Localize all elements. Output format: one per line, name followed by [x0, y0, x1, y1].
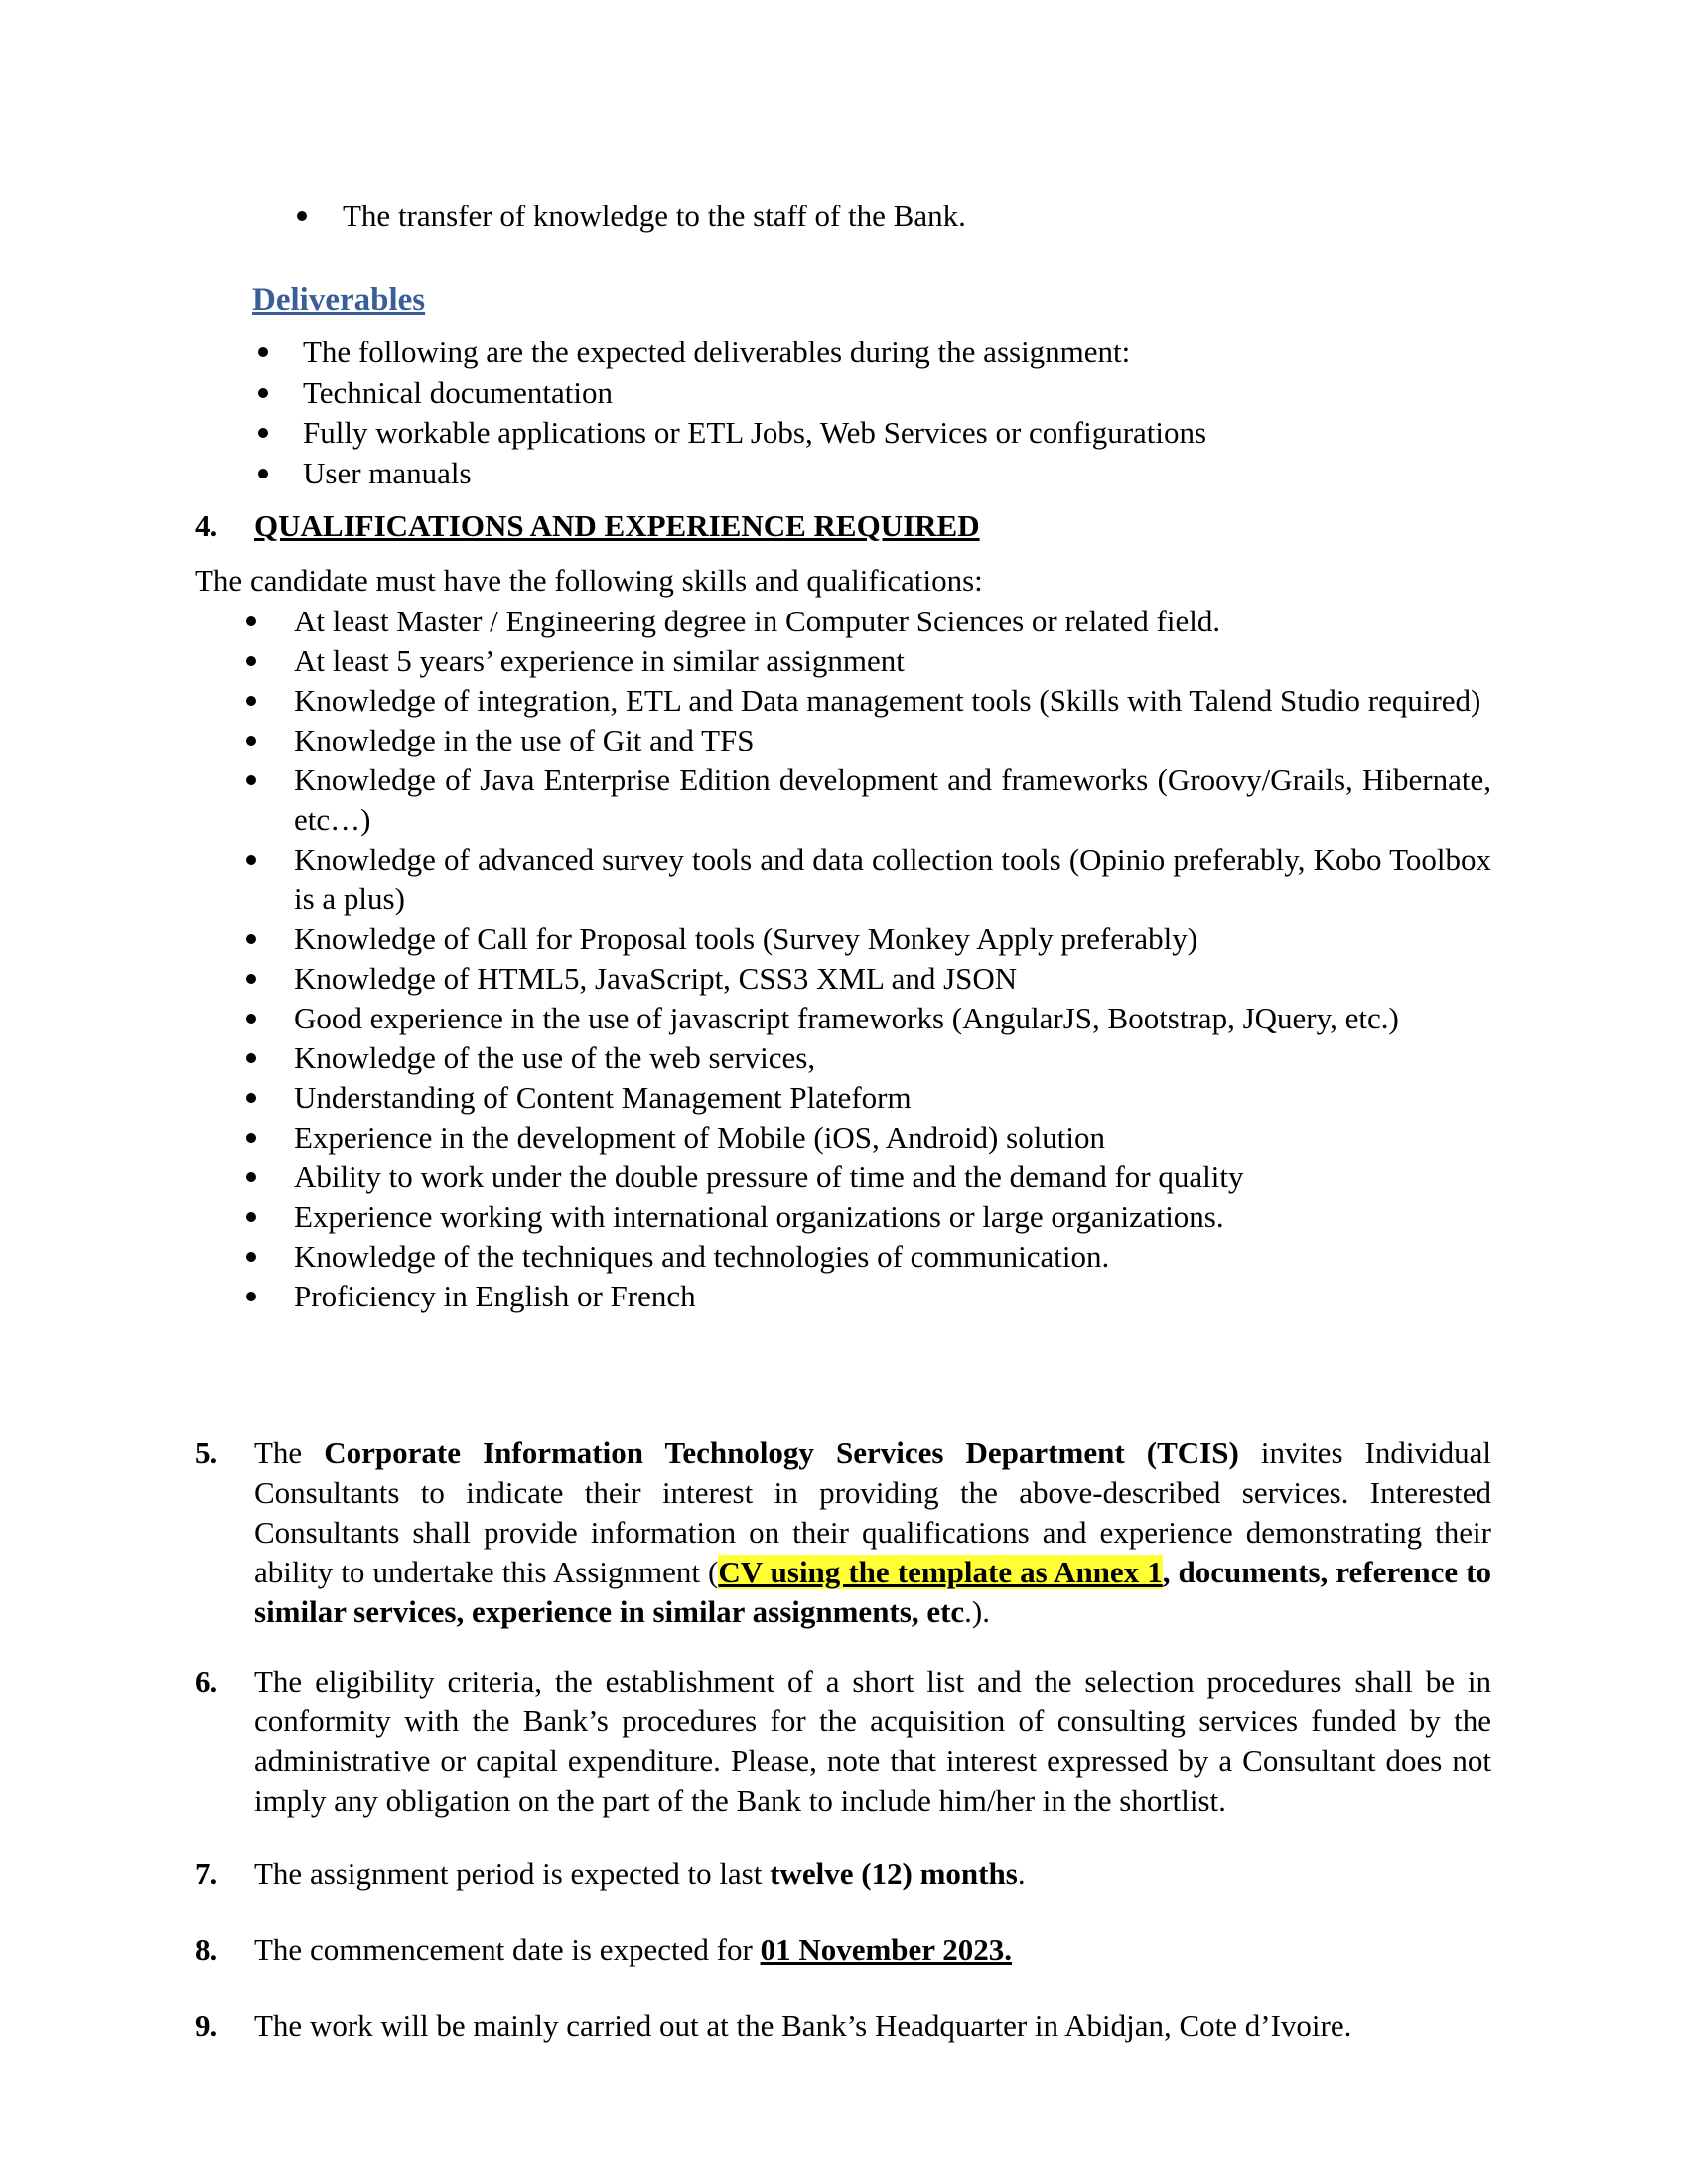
highlighted-text: CV using the template as Annex 1 — [718, 1555, 1163, 1589]
list-item-text: Knowledge of Call for Proposal tools (Survey Monkey Apply preferably) — [294, 921, 1198, 956]
bullet-icon — [246, 1172, 256, 1182]
qualifications-list — [0, 602, 1688, 1316]
list-item-text: Knowledge of integration, ETL and Data management tools (Skills with Talend Studio required) — [294, 683, 1481, 718]
bullet-icon — [258, 428, 268, 438]
list-item — [0, 1197, 1688, 1237]
bullet-icon — [258, 388, 268, 398]
department-name: Corporate Information Technology Services Department — [324, 1435, 1125, 1470]
paragraph-5 — [195, 1433, 1491, 1632]
section-number: 4. — [195, 508, 218, 543]
text-run: .). — [964, 1594, 990, 1629]
paragraph-number: 6. — [195, 1664, 218, 1699]
list-item — [0, 919, 1688, 959]
paragraph-number: 8. — [195, 1932, 218, 1967]
assignment-period: twelve (12) months — [770, 1856, 1018, 1891]
list-item — [0, 721, 1688, 760]
text-run: The commencement date is expected for — [254, 1932, 761, 1967]
list-item-text: Knowledge of HTML5, JavaScript, CSS3 XML and JSON — [294, 961, 1018, 996]
list-item-text: Knowledge of the use of the web services, — [294, 1040, 816, 1075]
commencement-date: 01 November 2023. — [760, 1932, 1012, 1967]
bullet-icon — [246, 1292, 256, 1301]
paragraph-7 — [195, 1854, 1491, 1894]
bullet-icon — [246, 1014, 256, 1024]
list-item-text: Understanding of Content Management Plateform — [294, 1080, 912, 1115]
bullet-icon — [246, 616, 256, 626]
deliverables-heading: Deliverables — [252, 282, 426, 318]
list-item — [0, 641, 1688, 681]
list-item — [0, 1038, 1688, 1078]
text-run: . — [1017, 1856, 1026, 1891]
bold-text: , documents, reference to similar services, experience in similar assignments, etc — [254, 1555, 1491, 1629]
text-run: The — [254, 1435, 325, 1470]
list-item-text: Fully workable applications or ETL Jobs, Web Services or configurations — [303, 415, 1207, 450]
list-item-text: Knowledge in the use of Git and TFS — [294, 723, 755, 757]
list-item-text: Experience in the development of Mobile (iOS, Android) solution — [294, 1120, 1106, 1155]
paragraph-9 — [195, 2006, 1491, 2046]
bullet-icon — [246, 855, 256, 865]
bullet-icon — [246, 934, 256, 944]
list-item-text: User manuals — [303, 455, 472, 490]
bullet-icon — [246, 1133, 256, 1143]
bullet-icon — [246, 1093, 256, 1103]
list-item — [0, 959, 1688, 999]
list-item — [0, 681, 1688, 721]
bullet-icon — [246, 974, 256, 984]
list-item-text: The transfer of knowledge to the staff of the Bank. — [343, 199, 966, 233]
bullet-icon — [258, 347, 268, 357]
section-title: QUALIFICATIONS AND EXPERIENCE REQUIRED — [254, 508, 980, 543]
qualifications-intro: The candidate must have the following skills and qualifications: — [195, 563, 983, 598]
text-run: The assignment period is expected to last — [254, 1856, 771, 1891]
paragraph-8 — [195, 1930, 1491, 1970]
list-item-text: At least 5 years’ experience in similar assignment — [294, 643, 905, 678]
department-abbr: (TCIS) — [1146, 1435, 1239, 1470]
list-item — [0, 1118, 1688, 1158]
paragraph-text: The eligibility criteria, the establishment of a short list and the selection procedures shall be in conformity with the Bank’s procedures for the acquisition of consulting services funded by the administrative or capital expenditure. Please, note that interest expressed by a Consultant does not imply any obligation on the part of the Bank to include him/her in the shortlist. — [254, 1664, 1491, 1818]
paragraph-number: 5. — [195, 1435, 218, 1470]
list-item — [343, 197, 966, 236]
text-run: invites Individual Consultants to indicate their interest in providing the above-described services. Interested Consultants shall provide information on their qualifications and experience demonstrating their ability to undertake this Assignment ( — [254, 1435, 1492, 1589]
paragraph-text: The work will be mainly carried out at the Bank’s Headquarter in Abidjan, Cote d’Ivoire. — [254, 2008, 1352, 2043]
list-item-text: Experience working with international organizations or large organizations. — [294, 1199, 1224, 1234]
list-item — [0, 999, 1688, 1038]
paragraph-number: 9. — [195, 2008, 218, 2043]
list-item-text: Knowledge of the techniques and technologies of communication. — [294, 1239, 1110, 1274]
paragraph-text — [254, 1433, 1491, 1632]
bullet-icon — [246, 696, 256, 706]
paragraph-6 — [195, 1662, 1491, 1821]
bullet-icon — [297, 211, 307, 221]
list-item — [0, 1237, 1688, 1277]
list-item-text: The following are the expected deliverables during the assignment: — [303, 335, 1131, 369]
bullet-icon — [246, 775, 256, 785]
bullet-icon — [246, 1053, 256, 1063]
list-item-text: At least Master / Engineering degree in Computer Sciences or related field. — [294, 604, 1221, 638]
list-item-text: Good experience in the use of javascript frameworks (AngularJS, Bootstrap, JQuery, etc.) — [294, 1001, 1399, 1035]
paragraph-number: 7. — [195, 1856, 218, 1891]
list-item — [0, 840, 1688, 919]
bullet-icon — [246, 736, 256, 746]
bullet-icon — [246, 1252, 256, 1262]
list-item-text: Proficiency in English or French — [294, 1279, 696, 1313]
bullet-icon — [246, 656, 256, 666]
list-item — [0, 1158, 1688, 1197]
list-item — [0, 602, 1688, 641]
bullet-icon — [246, 1212, 256, 1222]
bullet-icon — [258, 469, 268, 478]
paragraph-text — [254, 1930, 1491, 1970]
list-item-text: Ability to work under the double pressure of time and the demand for quality — [294, 1160, 1244, 1194]
text-run — [1125, 1435, 1147, 1470]
paragraph-text — [254, 1854, 1491, 1894]
list-item-text: Knowledge of Java Enterprise Edition development and frameworks (Groovy/Grails, Hibernate, etc…) — [294, 762, 1491, 837]
list-item — [0, 1078, 1688, 1118]
list-item — [0, 1277, 1688, 1316]
list-item-text: Technical documentation — [303, 374, 614, 410]
list-item — [0, 760, 1688, 840]
list-item-text: Knowledge of advanced survey tools and data collection tools (Opinio preferably, Kobo Toolbox is a plus) — [294, 842, 1491, 916]
